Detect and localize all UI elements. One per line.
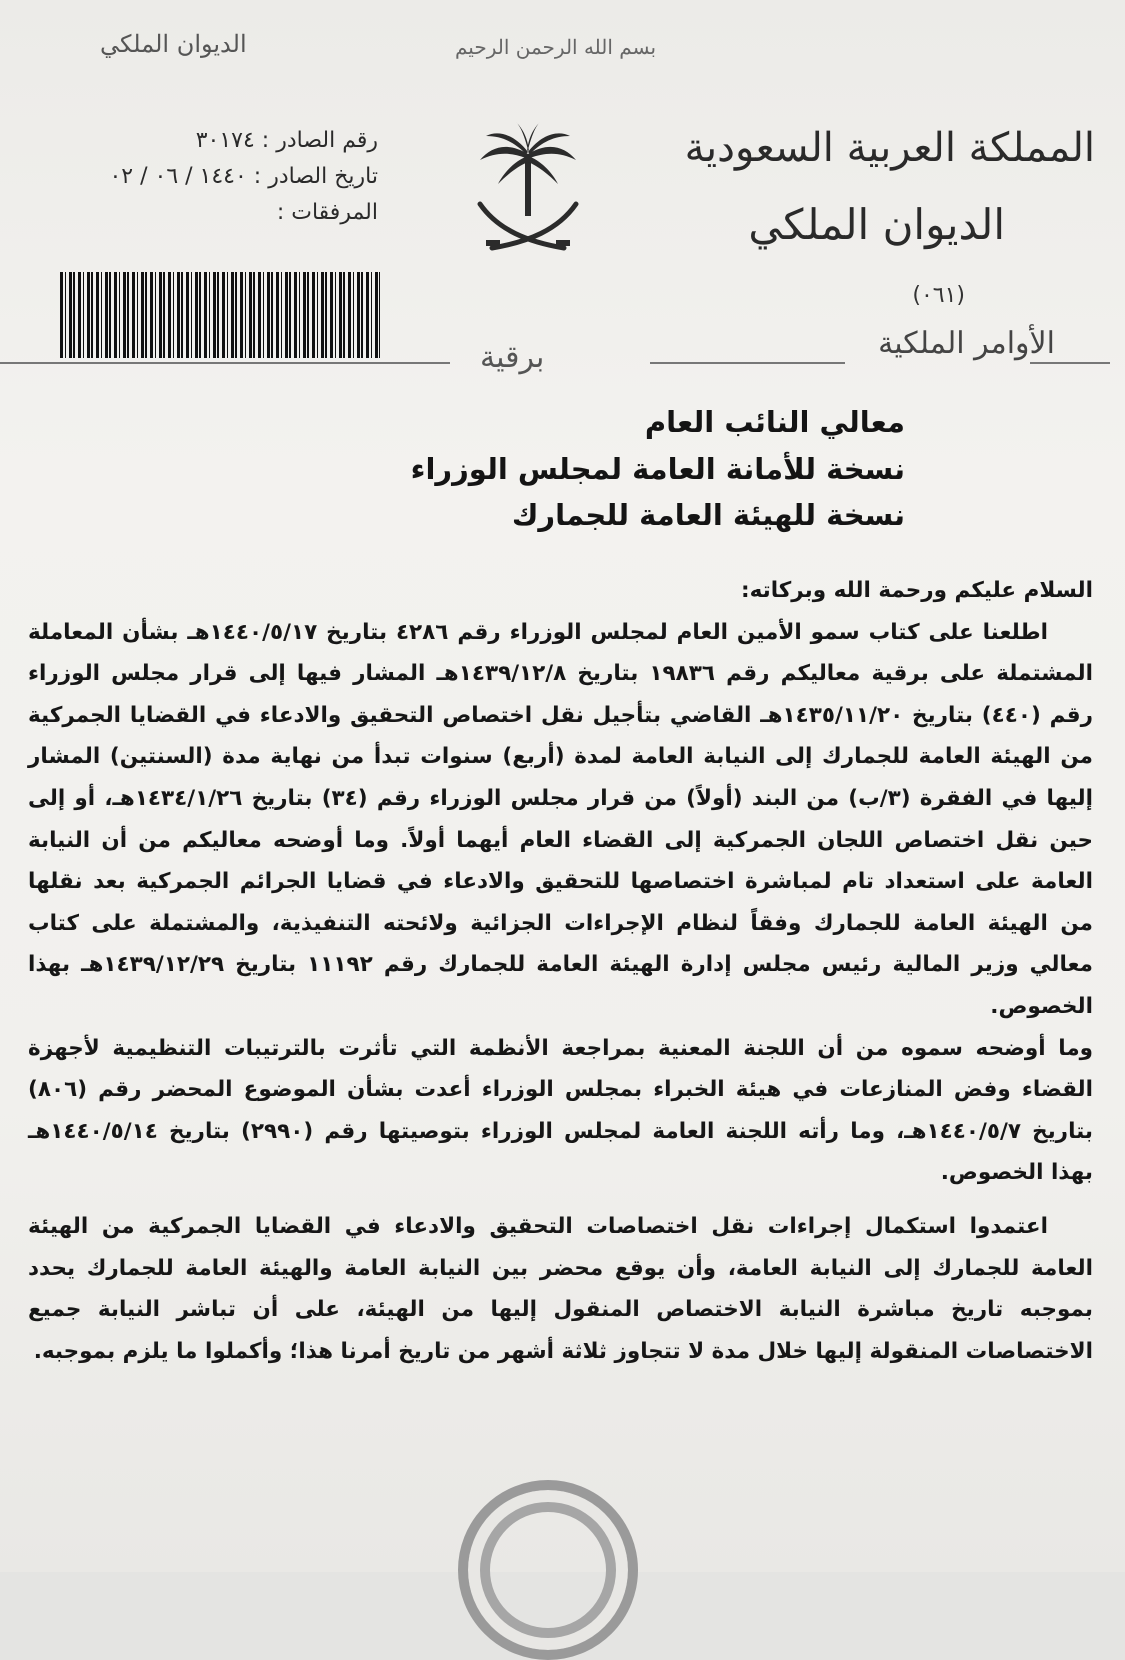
top-office-label: الديوان الملكي <box>100 30 247 58</box>
divider-left <box>0 362 450 364</box>
divider-right <box>650 362 845 364</box>
addressee-copy-2: نسخة للهيئة العامة للجمارك <box>511 498 905 532</box>
seal-stamp-icon <box>458 1480 638 1660</box>
addressee-copy-1: نسخة للأمانة العامة لمجلس الوزراء <box>410 452 905 486</box>
attachments-label: المرفقات : <box>276 200 378 225</box>
royal-orders-section: الأوامر الملكية <box>878 326 1055 361</box>
letter-body <box>28 570 1093 1372</box>
body-paragraph-2: وما أوضحه سموه من أن اللجنة المعنية بمراجعة الأنظمة التي تأثرت بالترتيبات التنظيمية لأجهزة القضاء وفض المنازعات في هيئة الخبراء بمجلس الوزراء أعدت بشأن الموضوع المحضر رقم (٨٠٦) بتاريخ ١٤٤٠/٥/٧هـ، وما رأته اللجنة العامة لمجلس الوزراء بتوصيتها رقم (٢٩٩٠) بتاريخ ١٤٤٠/٥/١٤هـ بهذا الخصوص. <box>28 1035 1093 1186</box>
palm-swords-emblem-icon <box>468 120 588 260</box>
divider-far-right <box>1030 362 1110 364</box>
telegram-label: برقية <box>480 340 545 375</box>
basmala: بسم الله الرحمن الرحيم <box>455 35 657 59</box>
barcode <box>60 272 380 358</box>
addressee-primary: معالي النائب العام <box>644 405 905 439</box>
kingdom-name: المملكة العربية السعودية <box>684 125 1095 171</box>
outgoing-date: تاريخ الصادر : ١٤٤٠ / ٠٦ / ٠٢ <box>109 164 378 189</box>
body-paragraph-3: اعتمدوا استكمال إجراءات نقل اختصاصات التحقيق والادعاء في القضايا الجمركية من الهيئة العامة للجمارك إلى النيابة العامة، وأن يوقع محضر بين النيابة العامة والهيئة العامة للجمارك يحدد بموجبه تاريخ مباشرة النيابة الاختصاص المنقول إليها من الهيئة، على أن تباشر النيابة جميع الاختصاصات المنقولة إليها خلال مدة لا تتجاوز ثلاثة أشهر من تاريخ أمرنا هذا؛ وأكملوا ما يلزم بموجبه. <box>28 1213 1093 1364</box>
greeting: السلام عليكم ورحمة الله وبركاته: <box>741 578 1093 603</box>
outgoing-number: رقم الصادر : ٣٠١٧٤ <box>195 128 378 153</box>
body-paragraph-1: اطلعنا على كتاب سمو الأمين العام لمجلس الوزراء رقم ٤٢٨٦ بتاريخ ١٤٤٠/٥/١٧هـ بشأن المعاملة المشتملة على برقية معاليكم رقم ١٩٨٣٦ بتاريخ ١٤٣٩/١٢/٨هـ المشار فيها إلى قرار مجلس الوزراء رقم (٤٤٠) بتاريخ ١٤٣٥/١١/٢٠هـ القاضي بتأجيل نقل اختصاص التحقيق والادعاء في القضايا الجمركية من الهيئة العامة للجمارك إلى النيابة العامة لمدة (أربع) سنوات تبدأ من نهاية مدة (السنتين) المشار إليها في الفقرة (٣/ب) من البند (أولاً) من قرار مجلس الوزراء رقم (٣٤) بتاريخ ١٤٣٤/١/٢٦هـ، أو إلى حين نقل اختصاص اللجان الجمركية إلى القضاء العام أيهما أولاً. وما أوضحه معاليكم من أن النيابة العامة على استعداد تام لمباشرة اختصاصها للتحقيق والادعاء في قضايا الجرائم الجمركية بعد نقلها من الهيئة العامة للجمارك وفقاً لنظام الإجراءات الجزائية ولائحته التنفيذية، والمشتملة على كتاب معالي وزير المالية رئيس مجلس إدارة الهيئة العامة للجمارك رقم ١١١٩٢ بتاريخ ١٤٣٩/١٢/٢٩هـ بهذا الخصوص. <box>28 619 1093 1019</box>
royal-court-name: الديوان الملكي <box>748 200 1005 249</box>
office-code: (٠٦١) <box>912 283 965 308</box>
